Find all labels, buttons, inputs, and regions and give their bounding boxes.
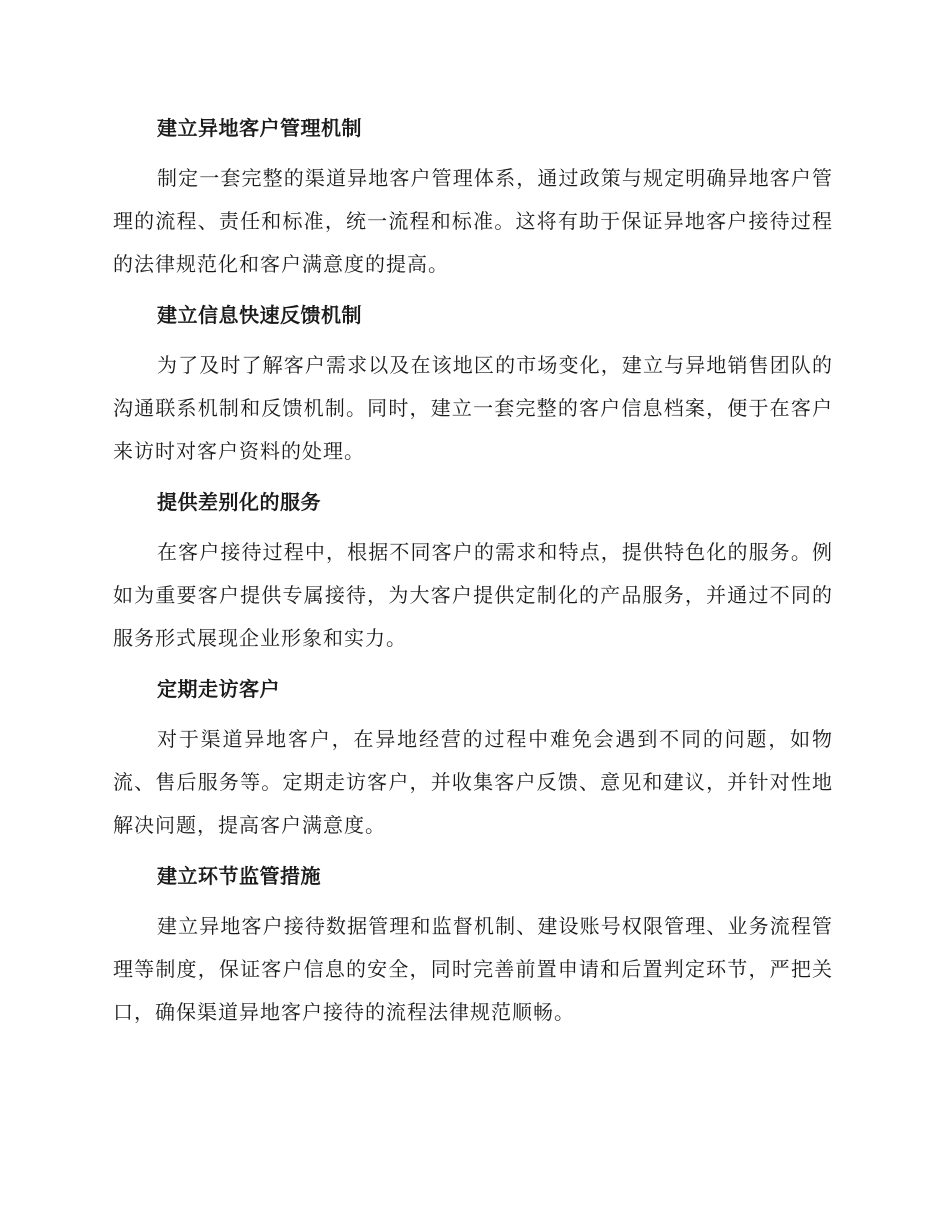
section-heading: 建立异地客户管理机制 xyxy=(157,116,362,140)
document-page xyxy=(113,108,833,1043)
section-regular-visits xyxy=(113,669,833,847)
section-feedback-mechanism xyxy=(113,295,833,473)
section-customer-management xyxy=(113,108,833,286)
section-heading: 建立信息快速反馈机制 xyxy=(157,303,362,327)
section-paragraph: 在客户接待过程中，根据不同客户的需求和特点，提供特色化的服务。例如为重要客户提供专属接待，为大客户提供定制化的产品服务，并通过不同的服务形式展现企业形象和实力。 xyxy=(113,540,833,650)
section-paragraph: 建立异地客户接待数据管理和监督机制、建设账号权限管理、业务流程管理等制度，保证客户信息的安全，同时完善前置申请和后置判定环节，严把关口，确保渠道异地客户接待的流程法律规范顺畅。 xyxy=(113,914,833,1024)
section-differentiated-service xyxy=(113,482,833,660)
section-heading: 定期走访客户 xyxy=(157,677,280,701)
section-heading: 提供差别化的服务 xyxy=(157,490,321,514)
section-paragraph: 对于渠道异地客户，在异地经营的过程中难免会遇到不同的问题，如物流、售后服务等。定期走访客户，并收集客户反馈、意见和建议，并针对性地解决问题，提高客户满意度。 xyxy=(113,727,833,837)
section-paragraph: 为了及时了解客户需求以及在该地区的市场变化，建立与异地销售团队的沟通联系机制和反馈机制。同时，建立一套完整的客户信息档案，便于在客户来访时对客户资料的处理。 xyxy=(113,353,833,463)
section-paragraph: 制定一套完整的渠道异地客户管理体系，通过政策与规定明确异地客户管理的流程、责任和标准，统一流程和标准。这将有助于保证异地客户接待过程的法律规范化和客户满意度的提高。 xyxy=(113,166,833,276)
section-supervision-measures xyxy=(113,856,833,1034)
section-heading: 建立环节监管措施 xyxy=(157,864,321,888)
